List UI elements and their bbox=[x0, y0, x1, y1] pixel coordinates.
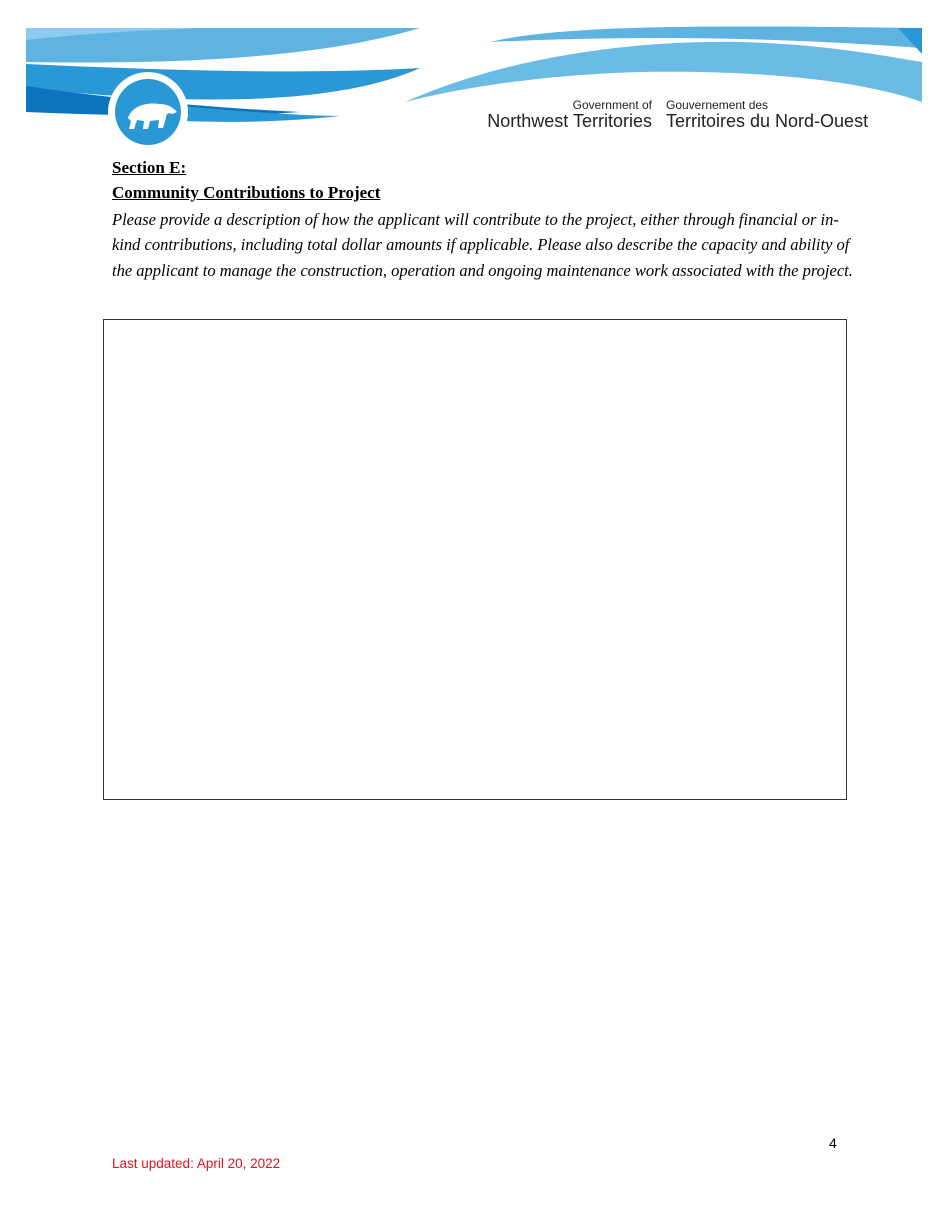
section-instructions: Please provide a description of how the applicant will contribute to the project, either through financial or in-kind contributions, including total dollar amounts if applicable. Please also describe the capacity and ability of the applicant to manage the construction, operation and ongoing maintenance work associated with the project. bbox=[112, 210, 853, 280]
section-title: Community Contributions to Project bbox=[112, 183, 381, 202]
gouvernement-des-label: Gouvernement des bbox=[666, 98, 769, 112]
section-label: Section E: bbox=[112, 158, 187, 177]
last-updated-note: Last updated: April 20, 2022 bbox=[112, 1156, 281, 1171]
community-contributions-response-box[interactable] bbox=[103, 319, 847, 800]
page-number: 4 bbox=[829, 1135, 837, 1151]
government-of-label: Government of bbox=[572, 98, 652, 112]
territoires-du-nord-ouest-label: Territoires du Nord-Ouest bbox=[666, 111, 869, 131]
northwest-territories-label: Northwest Territories bbox=[487, 111, 652, 131]
